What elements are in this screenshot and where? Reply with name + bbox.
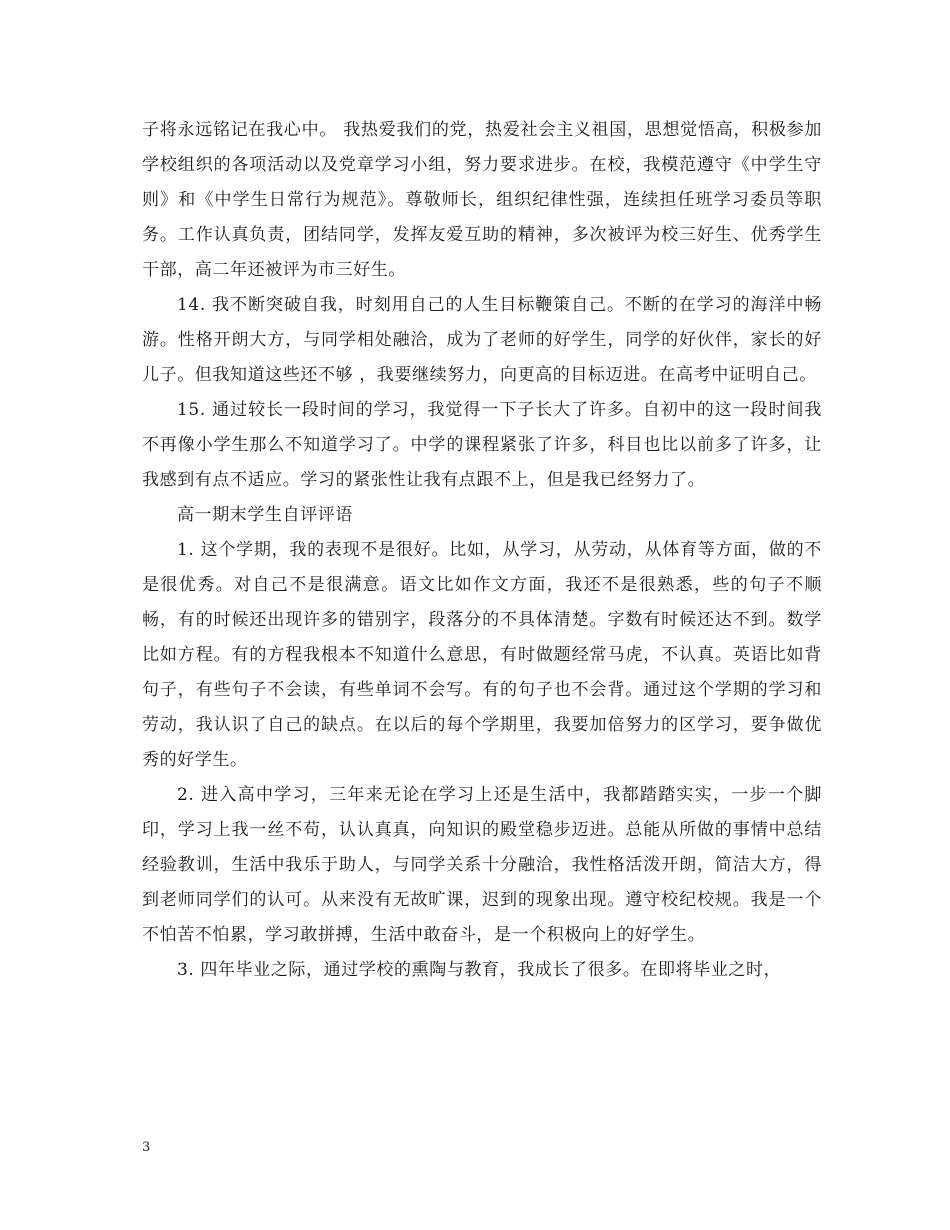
- page-number: 3: [142, 1140, 151, 1155]
- paragraph-item-2: 2. 进入高中学习，三年来无论在学习上还是生活中，我都踏踏实实，一步一个脚印，学习上我一丝不苟，认认真真，向知识的殿堂稳步迈进。总能从所做的事情中总结经验教训，生活中我乐于助人，与同学关系十分融洽，我性格活泼开朗，简洁大方，得到老师同学们的认可。从来没有无故旷课，迟到的现象出现。遵守校纪校规。我是一个不怕苦不怕累，学习敢拼搏，生活中敢奋斗，是一个积极向上的好学生。: [142, 785, 822, 945]
- document-body: [142, 113, 822, 988]
- paragraph-item-14: 14. 我不断突破自我，时刻用自己的人生目标鞭策自己。不断的在学习的海洋中畅游。性格开朗大方，与同学相处融洽，成为了老师的好学生，同学的好伙伴，家长的好儿子。但我知道这些还不够 ，我要继续努力，向更高的目标迈进。在高考中证明自己。: [142, 295, 822, 385]
- section-heading: 高一期末学生自评评语: [177, 505, 353, 525]
- paragraph-continuation: 子将永远铭记在我心中。 我热爱我们的党，热爱社会主义祖国，思想觉悟高，积极参加学校组织的各项活动以及党章学习小组，努力要求进步。在校，我模范遵守《中学生守则》和《中学生日常行为规范》。尊敬师长，组织纪律性强，连续担任班学习委员等职务。工作认真负责，团结同学，发挥友爱互助的精神，多次被评为校三好生、优秀学生干部，高二年还被评为市三好生。: [142, 120, 822, 280]
- paragraph-item-15: 15. 通过较长一段时间的学习，我觉得一下子长大了许多。自初中的这一段时间我不再像小学生那么不知道学习了。中学的课程紧张了许多，科目也比以前多了许多，让我感到有点不适应。学习的紧张性让我有点跟不上，但是我已经努力了。: [142, 400, 822, 490]
- paragraph-item-3: 3. 四年毕业之际，通过学校的熏陶与教育，我成长了很多。在即将毕业之时，: [177, 960, 782, 980]
- paragraph-item-1: 1. 这个学期，我的表现不是很好。比如，从学习，从劳动，从体育等方面，做的不是很优秀。对自己不是很满意。语文比如作文方面，我还不是很熟悉，些的句子不顺畅，有的时候还出现许多的错别字，段落分的不具体清楚。字数有时候还达不到。数学比如方程。有的方程我根本不知道什么意思，有时做题经常马虎，不认真。英语比如背句子，有些句子不会读，有些单词不会写。有的句子也不会背。通过这个学期的学习和劳动，我认识了自己的缺点。在以后的每个学期里，我要加倍努力的区学习，要争做优秀的好学生。: [142, 540, 822, 770]
